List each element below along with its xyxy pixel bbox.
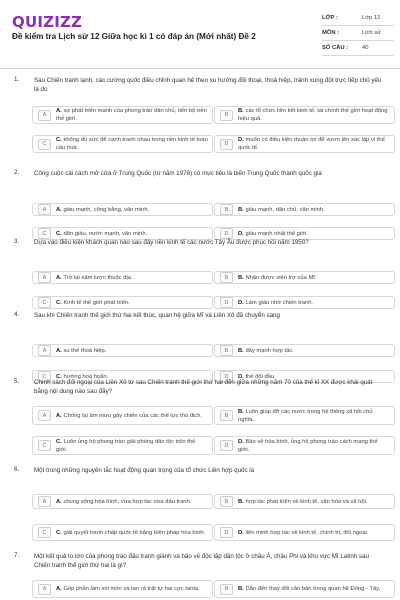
- option-letter-badge: A: [38, 110, 51, 121]
- option-body: hợp tác phát triển về kinh tế, văn hóa và xã hội.: [245, 498, 368, 505]
- question-text: Một kết quả to lớn của phong trào đấu tranh giành và bảo vệ độc lập dân tộc ở châu Á, châu Phi và khu vực Mĩ Latinh sau Chiến tranh thế giới thứ hai là gì?: [34, 553, 369, 569]
- option-text: [238, 299, 313, 307]
- meta-key: LỚP :: [322, 15, 338, 21]
- option-body: sự phát triển mạnh của phong trào dân chủ, tiến bộ trên thế giới.: [56, 108, 207, 122]
- option-letter-badge: C: [38, 440, 51, 451]
- answer-option-box[interactable]: [32, 203, 213, 216]
- meta-row: [322, 11, 394, 26]
- option-letter-badge: C: [38, 297, 51, 308]
- option-text: [56, 498, 191, 506]
- option-key: B.: [238, 586, 244, 592]
- meta-value: Lớp 12: [362, 15, 381, 21]
- answer-option-c[interactable]: [32, 524, 213, 541]
- answer-option-c[interactable]: [32, 436, 213, 455]
- document-title: Đề kiểm tra Lịch sử 12 Giữa học kì 1 có đáp án (Mới nhất) Đề 2: [12, 32, 256, 41]
- answer-option-d[interactable]: [214, 135, 395, 153]
- answer-option-b[interactable]: [214, 344, 395, 357]
- answer-option-b[interactable]: [214, 494, 395, 509]
- option-key: C.: [56, 230, 62, 237]
- option-body: liên minh hợp tác về kinh tế, chính trị, đối ngoại.: [245, 529, 369, 536]
- option-text: [238, 498, 368, 506]
- answer-option-box[interactable]: [214, 436, 395, 455]
- option-key: D.: [238, 230, 244, 237]
- option-letter-badge: C: [38, 228, 51, 239]
- question-text: Công cuộc cải cách mở cửa ở Trung Quốc (từ năm 1978) có mục tiêu là biến Trung Quốc thành quốc gia: [34, 170, 322, 177]
- option-letter-badge: C: [38, 139, 51, 150]
- option-body: đấy mạnh hợp tác.: [245, 347, 294, 354]
- option-letter-badge: B: [220, 496, 233, 507]
- answer-option-box[interactable]: [214, 344, 395, 357]
- option-body: Dẫn đến thay đổi căn bản trong quan hệ Đông - Tây.: [245, 586, 381, 592]
- option-text: [56, 274, 133, 282]
- option-body: thế đối đầu.: [245, 373, 276, 380]
- option-key: C.: [56, 373, 62, 380]
- option-letter-badge: B: [220, 584, 233, 595]
- option-text: [238, 585, 380, 593]
- option-body: Nhận được viện trợ của Mĩ.: [245, 274, 317, 281]
- option-letter-badge: D: [220, 371, 233, 382]
- option-text: [238, 347, 294, 355]
- option-letter-badge: D: [220, 139, 233, 150]
- option-key: B.: [238, 274, 244, 281]
- option-letter-badge: A: [38, 496, 51, 507]
- answer-option-a[interactable]: [32, 406, 213, 425]
- option-key: C.: [56, 137, 62, 143]
- answer-option-a[interactable]: [32, 494, 213, 509]
- option-text: [56, 585, 200, 593]
- meta-value: Lịch sử: [362, 30, 382, 36]
- option-letter-badge: B: [220, 272, 233, 283]
- option-text: [238, 136, 390, 152]
- option-body: giàu mạnh, dân chủ, văn minh.: [245, 206, 325, 213]
- answer-option-d[interactable]: [214, 296, 395, 309]
- option-body: Luôn giúp đỡ các nước trong hệ thống xã hội chủ nghĩa.: [238, 408, 373, 423]
- option-body: không đủ sức để cạnh tranh nhau trong nền kinh tế toàn cầu hoá.: [56, 137, 208, 151]
- option-text: [238, 107, 390, 123]
- question-number: 5.: [14, 378, 20, 385]
- answer-option-b[interactable]: [214, 203, 395, 216]
- answer-option-box[interactable]: [214, 494, 395, 509]
- question-number: 3.: [14, 238, 20, 245]
- option-key: B.: [238, 408, 244, 415]
- option-text: [56, 230, 147, 238]
- question-text: Dựa vào điều kiện khách quan nào sau đây nền kinh tế các nước Tây Âu được phục hồi năm 1950?: [34, 239, 309, 246]
- meta-key: MÔN :: [322, 30, 340, 36]
- option-body: hướng hoà hoãn.: [63, 373, 109, 380]
- option-key: B.: [238, 347, 244, 354]
- question-text: Sau Chiến tranh lạnh, các cường quốc điều chỉnh quan hệ theo xu hướng đối thoại, thoả hiệp, tránh xung đột trực tiếp chủ yếu là do: [34, 77, 382, 93]
- question-text: Chính sách đối ngoại của Liên Xô từ sau Chiến tranh thế giới thứ hai đến giữa những năm 70 của thế kỉ XX được khái quát bằng nội dung nào sau đây?: [34, 379, 373, 395]
- option-key: D.: [238, 529, 244, 536]
- option-letter-badge: B: [220, 345, 233, 356]
- meta-table: [322, 11, 394, 56]
- meta-row: [322, 26, 394, 41]
- option-text: [56, 136, 208, 152]
- answer-option-box[interactable]: [214, 106, 395, 124]
- option-letter-badge: B: [220, 410, 233, 421]
- answer-option-a[interactable]: [32, 203, 213, 216]
- option-key: B.: [238, 498, 244, 505]
- option-key: D.: [238, 299, 244, 306]
- option-key: A.: [56, 108, 62, 114]
- option-text: [56, 412, 202, 420]
- option-key: D.: [238, 438, 244, 445]
- option-text: [56, 347, 106, 355]
- option-body: Luôn ủng hộ phong trào giải phóng dân tộc trên thế giới.: [56, 438, 196, 453]
- option-letter-badge: A: [38, 272, 51, 283]
- question-number: 6.: [14, 466, 20, 473]
- option-body: muốn có điều kiện thuận lợi để vươn lên xác lập vị thế quốc tế.: [238, 137, 385, 151]
- option-body: giàu mạnh, công bằng, văn minh.: [63, 206, 150, 213]
- question-text: Sau khi Chiến tranh thế giới thứ hai kết thúc, quan hệ giữa Mĩ và Liên Xô đã chuyển sang: [34, 312, 280, 319]
- option-text: [56, 206, 149, 214]
- option-key: A.: [56, 412, 62, 419]
- answer-option-box[interactable]: [214, 406, 395, 425]
- option-body: Kinh tế thế giới phát triển.: [63, 299, 130, 306]
- answer-option-box[interactable]: [32, 344, 213, 357]
- answer-option-c[interactable]: [32, 296, 213, 309]
- option-key: B.: [238, 108, 244, 114]
- option-text: [56, 299, 130, 307]
- option-letter-badge: C: [38, 527, 51, 538]
- option-key: A.: [56, 347, 62, 354]
- option-key: A.: [56, 498, 62, 505]
- option-letter-badge: D: [220, 297, 233, 308]
- option-key: C.: [56, 299, 62, 306]
- option-text: [238, 438, 390, 454]
- quizizz-logo: QUIZIZZ: [12, 13, 83, 31]
- option-key: A.: [56, 586, 62, 592]
- answer-option-b[interactable]: [214, 580, 395, 598]
- option-letter-badge: A: [38, 204, 51, 215]
- option-text: [238, 230, 308, 238]
- option-body: chung sống hòa bình, vừa hợp tác vừa đấu tranh.: [63, 498, 192, 505]
- question-number: 4.: [14, 311, 20, 318]
- question-number: 2.: [14, 169, 20, 176]
- option-letter-badge: A: [38, 410, 51, 421]
- answer-option-box[interactable]: [214, 271, 395, 284]
- option-key: A.: [56, 274, 62, 281]
- option-text: [56, 529, 205, 537]
- answer-option-a[interactable]: [32, 271, 213, 284]
- option-key: A.: [56, 206, 62, 213]
- header: [0, 0, 400, 68]
- answer-option-a[interactable]: [32, 106, 213, 124]
- option-letter-badge: C: [38, 371, 51, 382]
- answer-option-b[interactable]: [214, 106, 395, 124]
- option-key: D.: [238, 137, 244, 143]
- option-letter-badge: D: [220, 527, 233, 538]
- answer-option-d[interactable]: [214, 524, 395, 541]
- answer-option-box[interactable]: [32, 135, 213, 153]
- option-body: Chống lại âm mưu gây chiến của các thế lực thù địch.: [63, 412, 203, 419]
- option-text: [238, 274, 317, 282]
- answer-option-box[interactable]: [32, 580, 213, 598]
- option-body: Góp phần làm xói mòn và tan rã trật tự hai cực Ianta.: [63, 586, 200, 592]
- option-body: Trở lại xâm lược thuộc địa.: [63, 274, 133, 281]
- option-key: C.: [56, 438, 62, 445]
- option-key: B.: [238, 206, 244, 213]
- question-number: 1.: [14, 76, 20, 83]
- option-body: xu thế thoả hiệp.: [63, 347, 107, 354]
- answer-option-box[interactable]: [32, 524, 213, 541]
- answer-option-box[interactable]: [214, 524, 395, 541]
- answer-option-box[interactable]: [32, 494, 213, 509]
- option-key: D.: [238, 373, 244, 380]
- option-letter-badge: A: [38, 584, 51, 595]
- option-body: dân giàu, nước mạnh, văn minh.: [63, 230, 148, 237]
- answer-option-c[interactable]: [32, 135, 213, 153]
- answer-option-box[interactable]: [214, 135, 395, 153]
- question-text: Một trong những nguyên tắc hoạt động quan trọng của tổ chức Liên hợp quốc là: [34, 467, 255, 474]
- answer-option-a[interactable]: [32, 580, 213, 598]
- option-letter-badge: D: [220, 228, 233, 239]
- option-letter-badge: B: [220, 204, 233, 215]
- option-body: giải quyết tranh chấp quốc tế bằng biện pháp hòa bình.: [63, 529, 206, 536]
- answer-option-box[interactable]: [32, 296, 213, 309]
- meta-row: [322, 41, 394, 56]
- option-body: Bảo vệ hòa bình, ủng hộ phong trào cách mạng thế giới.: [238, 438, 378, 453]
- answer-option-box[interactable]: [214, 203, 395, 216]
- option-body: các tổ chức liên kết kinh tế, tài chính thế giới hoạt động hiệu quả.: [238, 108, 388, 122]
- option-letter-badge: A: [38, 345, 51, 356]
- option-body: Làm giàu nhờ chiến tranh.: [245, 299, 314, 306]
- answer-option-b[interactable]: [214, 271, 395, 284]
- option-text: [56, 438, 208, 454]
- answer-option-b[interactable]: [214, 406, 395, 425]
- answer-option-box[interactable]: [32, 271, 213, 284]
- option-text: [56, 107, 208, 123]
- answer-option-box[interactable]: [32, 436, 213, 455]
- option-text: [238, 206, 325, 214]
- answer-option-a[interactable]: [32, 344, 213, 357]
- answer-option-box[interactable]: [32, 406, 213, 425]
- answer-option-box[interactable]: [32, 106, 213, 124]
- meta-value: 40: [362, 45, 369, 51]
- option-text: [238, 529, 368, 537]
- answer-option-box[interactable]: [214, 296, 395, 309]
- header-divider: [0, 68, 400, 69]
- option-body: giàu mạnh nhất thế giới.: [245, 230, 308, 237]
- option-letter-badge: D: [220, 440, 233, 451]
- answer-option-box[interactable]: [214, 580, 395, 598]
- option-text: [238, 408, 390, 424]
- option-key: C.: [56, 529, 62, 536]
- question-number: 7.: [14, 552, 20, 559]
- option-letter-badge: B: [220, 110, 233, 121]
- meta-key: SỐ CÂU :: [322, 45, 349, 51]
- answer-option-d[interactable]: [214, 436, 395, 455]
